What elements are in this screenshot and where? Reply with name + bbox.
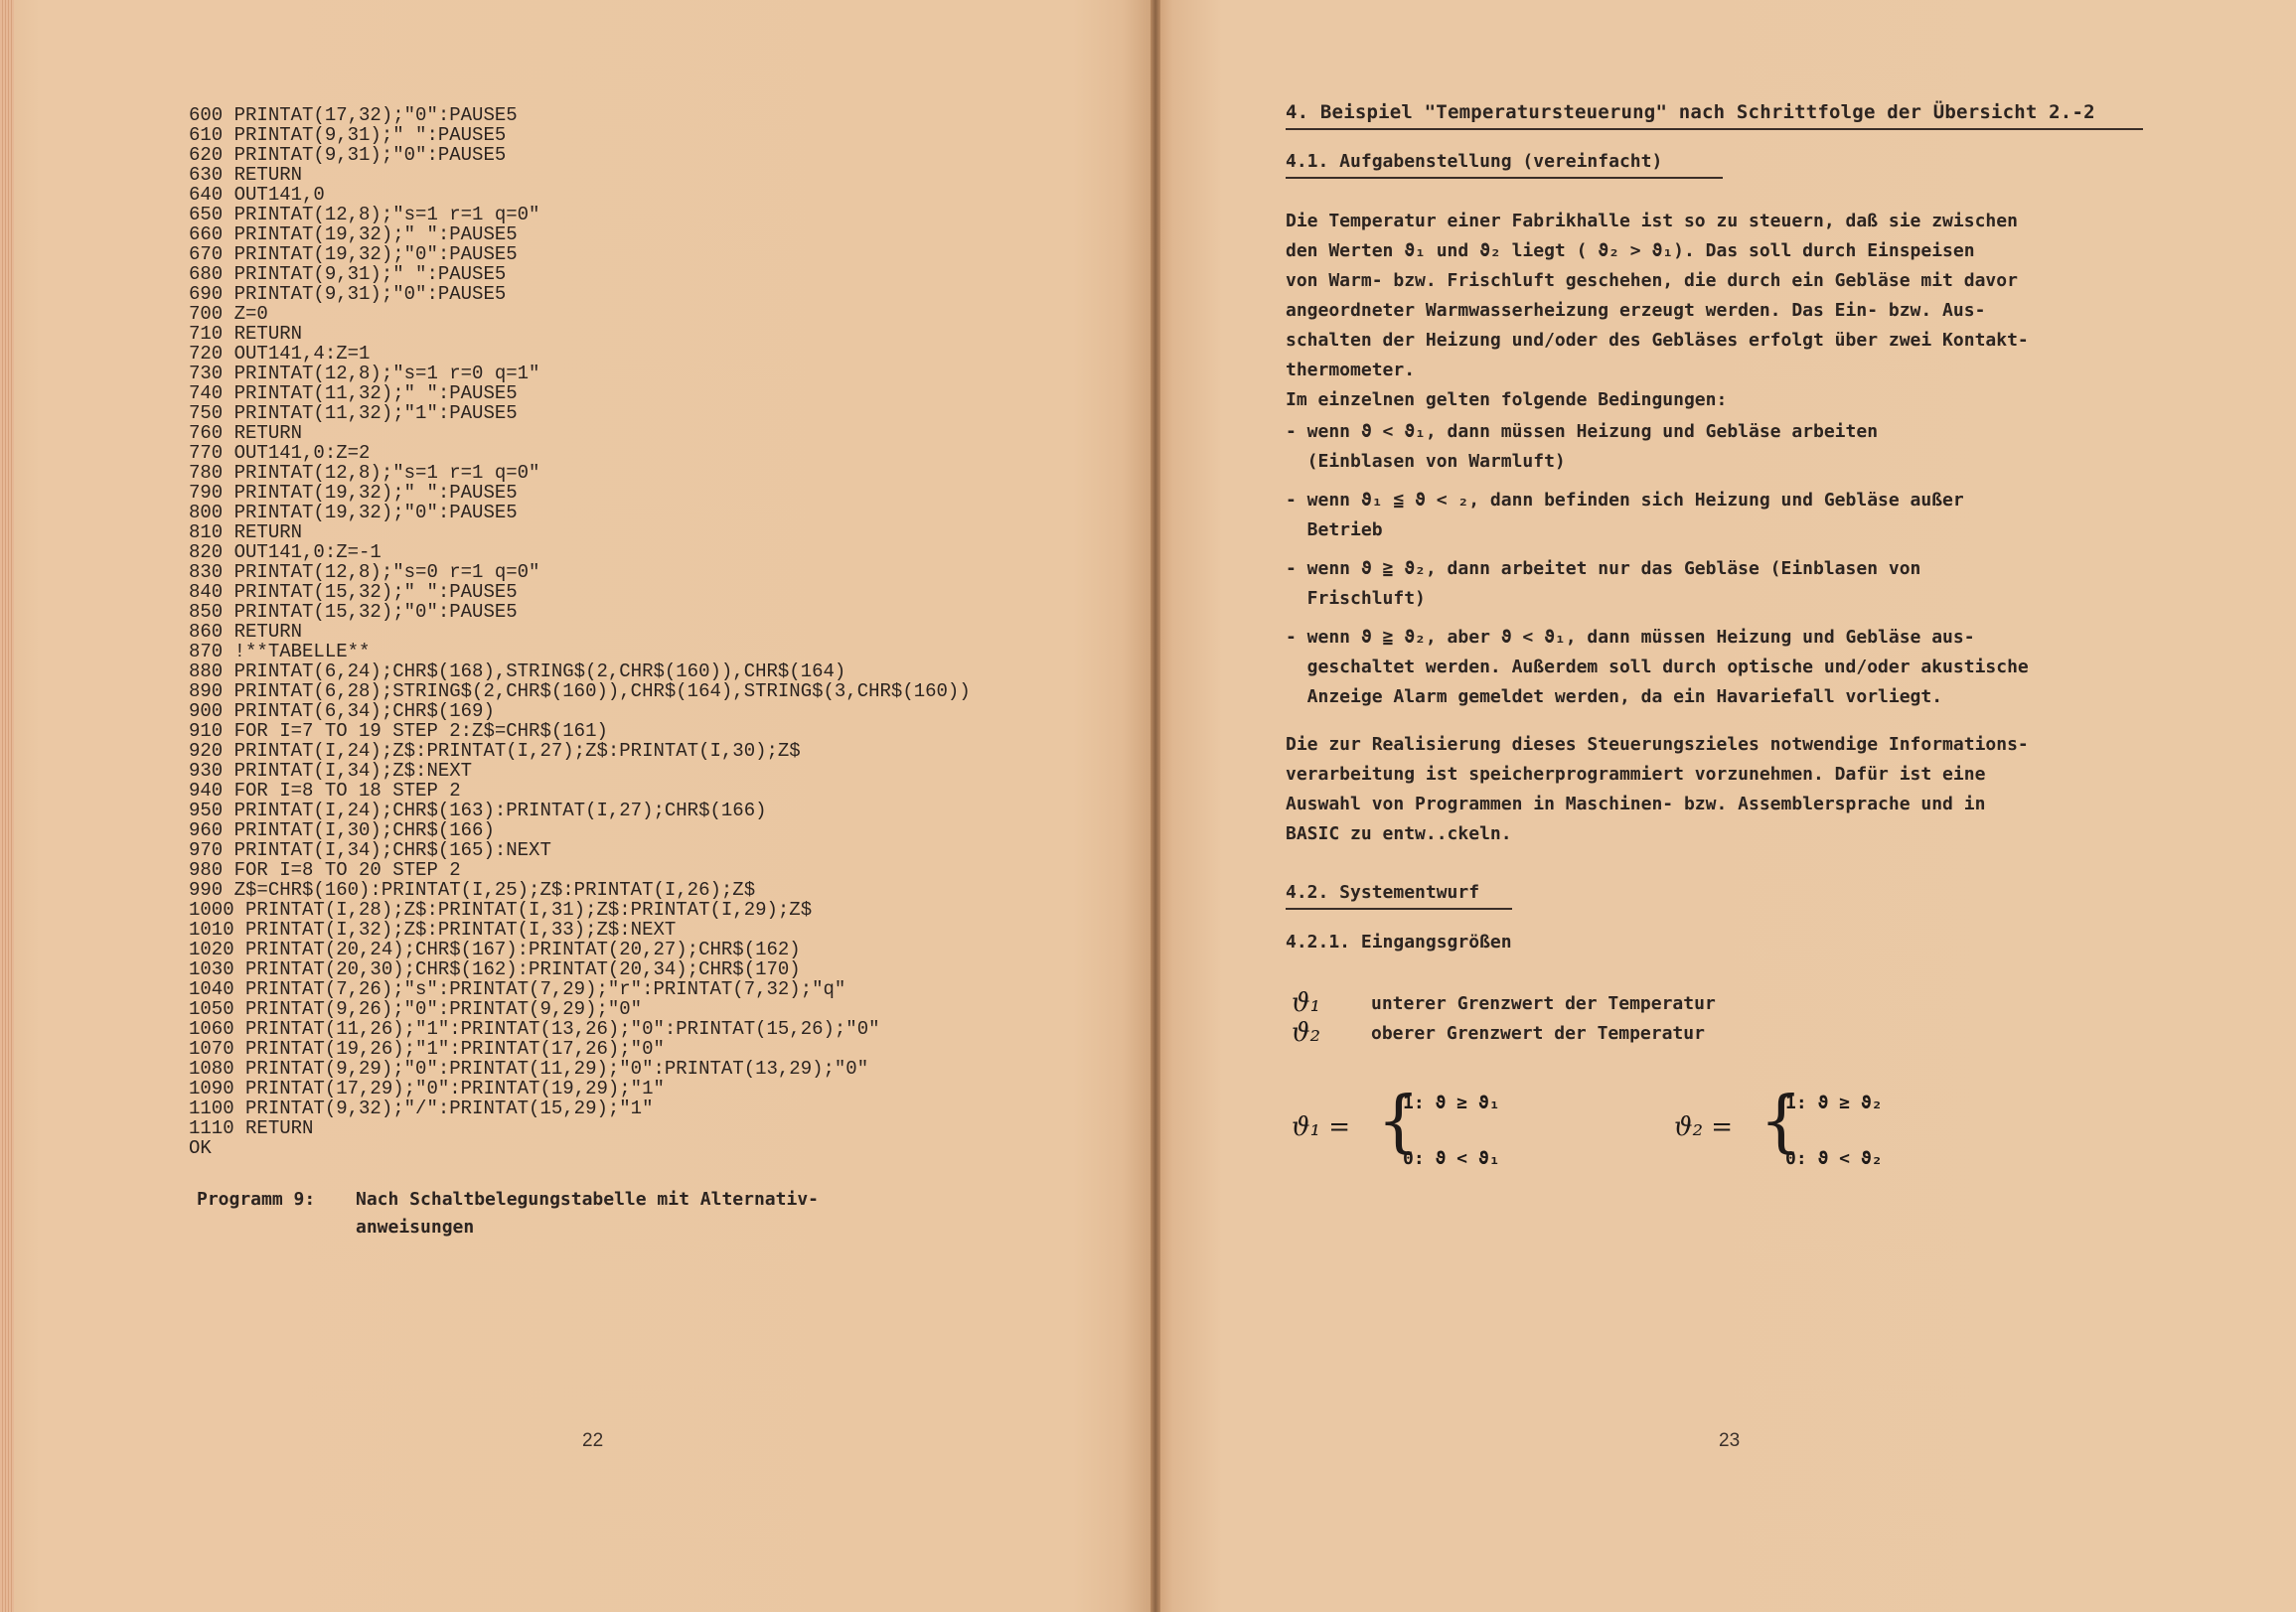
code-line: 650 PRINTAT(12,8);"s=1 r=1 q=0": [189, 204, 540, 225]
input-desc-1: unterer Grenzwert der Temperatur: [1371, 993, 1716, 1014]
code-line: 1050 PRINTAT(9,26);"0":PRINTAT(9,29);"0": [189, 998, 643, 1020]
condition-line: Frischluft): [1286, 588, 1426, 609]
code-line: 600 PRINTAT(17,32);"0":PAUSE5: [189, 104, 518, 126]
formula-1-brace: {: [1377, 1083, 1421, 1161]
condition-item: [1286, 623, 2170, 712]
input-desc-2: oberer Grenzwert der Temperatur: [1371, 1023, 1705, 1044]
text-line: Im einzelnen gelten folgende Bedingungen:: [1286, 389, 1728, 410]
code-line: 820 OUT141,0:Z=-1: [189, 541, 382, 563]
formula-2-brace: {: [1760, 1083, 1803, 1161]
chapter-heading-underline: [1286, 128, 2143, 130]
code-line: 870 !**TABELLE**: [189, 641, 371, 662]
text-line: thermometer.: [1286, 360, 1416, 380]
code-line: 1010 PRINTAT(I,32);Z$:PRINTAT(I,33);Z$:NEXT: [189, 919, 677, 941]
text-line: angeordneter Warmwasserheizung erzeugt werden. Das Ein- bzw. Aus-: [1286, 300, 1986, 321]
code-line: 690 PRINTAT(9,31);"0":PAUSE5: [189, 283, 507, 305]
code-line: 930 PRINTAT(I,34);Z$:NEXT: [189, 760, 473, 782]
text-line: BASIC zu entw..ckeln.: [1286, 823, 1512, 844]
text-line: Auswahl von Programmen in Maschinen- bzw. Assemblersprache und in: [1286, 794, 1986, 814]
code-line: 940 FOR I=8 TO 18 STEP 2: [189, 780, 461, 802]
input-symbol-2: ϑ₂: [1292, 1018, 1321, 1048]
section-heading-4-1-underline: [1286, 177, 1723, 179]
code-line: 760 RETURN: [189, 422, 303, 444]
code-line: OK: [189, 1137, 212, 1159]
basic-code-listing: [189, 105, 971, 1158]
formula-2-case-0: 0: ϑ < ϑ₂: [1785, 1148, 1883, 1169]
book-fold: [1150, 0, 1160, 1612]
code-line: 610 PRINTAT(9,31);" ":PAUSE5: [189, 124, 507, 146]
code-line: 620 PRINTAT(9,31);"0":PAUSE5: [189, 144, 507, 166]
code-line: 810 RETURN: [189, 521, 303, 543]
caption-line-2: anweisungen: [356, 1217, 475, 1238]
conditions-list: [1286, 417, 2170, 721]
condition-line: - wenn ϑ ≧ ϑ₂, dann arbeitet nur das Gebläse (Einblasen von: [1286, 558, 1921, 579]
code-line: 800 PRINTAT(19,32);"0":PAUSE5: [189, 502, 518, 523]
code-line: 630 RETURN: [189, 164, 303, 186]
condition-line: - wenn ϑ₁ ≦ ϑ < ₂, dann befinden sich Heizung und Gebläse außer: [1286, 490, 1964, 511]
code-line: 880 PRINTAT(6,24);CHR$(168),STRING$(2,CHR$(160)),CHR$(164): [189, 660, 846, 682]
code-line: 660 PRINTAT(19,32);" ":PAUSE5: [189, 223, 518, 245]
code-line: 1080 PRINTAT(9,29);"0":PRINTAT(11,29);"0":PRINTAT(13,29);"0": [189, 1058, 869, 1080]
condition-item: [1286, 554, 2170, 614]
text-line: verarbeitung ist speicherprogrammiert vorzunehmen. Dafür ist eine: [1286, 764, 1986, 785]
condition-line: Anzeige Alarm gemeldet werden, da ein Havariefall vorliegt.: [1286, 686, 1943, 707]
code-line: 910 FOR I=7 TO 19 STEP 2:Z$=CHR$(161): [189, 720, 608, 742]
code-line: 730 PRINTAT(12,8);"s=1 r=0 q=1": [189, 363, 540, 384]
code-line: 950 PRINTAT(I,24);CHR$(163):PRINTAT(I,27);CHR$(166): [189, 800, 767, 821]
code-line: 970 PRINTAT(I,34);CHR$(165):NEXT: [189, 839, 551, 861]
code-line: 890 PRINTAT(6,28);STRING$(2,CHR$(160)),CHR$(164),STRING$(3,CHR$(160)): [189, 680, 971, 702]
formula-1-case-0: 0: ϑ < ϑ₁: [1403, 1148, 1500, 1169]
page-number-left: 22: [582, 1430, 604, 1451]
code-line: 1030 PRINTAT(20,30);CHR$(162):PRINTAT(20,34);CHR$(170): [189, 958, 801, 980]
code-line: 980 FOR I=8 TO 20 STEP 2: [189, 859, 461, 881]
code-line: 990 Z$=CHR$(160):PRINTAT(I,25);Z$:PRINTAT(I,26);Z$: [189, 879, 756, 901]
code-line: 900 PRINTAT(6,34);CHR$(169): [189, 700, 495, 722]
formula-1-lhs: ϑ₁ =: [1292, 1112, 1351, 1142]
condition-item: [1286, 486, 2170, 545]
program-caption: [197, 1186, 912, 1242]
code-line: 720 OUT141,4:Z=1: [189, 343, 371, 365]
page-edge-stack: [0, 0, 14, 1612]
section-heading-4-1: 4.1. Aufgabenstellung (vereinfacht): [1286, 151, 1663, 172]
page-number-right: 23: [1719, 1430, 1741, 1451]
text-line: von Warm- bzw. Frischluft geschehen, die durch ein Gebläse mit davor: [1286, 270, 2018, 291]
code-line: 1090 PRINTAT(17,29);"0":PRINTAT(19,29);"1": [189, 1078, 665, 1099]
code-line: 960 PRINTAT(I,30);CHR$(166): [189, 819, 495, 841]
code-line: 830 PRINTAT(12,8);"s=0 r=1 q=0": [189, 561, 540, 583]
code-line: 1060 PRINTAT(11,26);"1":PRINTAT(13,26);"0":PRINTAT(15,26);"0": [189, 1018, 880, 1040]
formula-1-case-1: 1: ϑ ≥ ϑ₁: [1403, 1093, 1500, 1113]
code-line: 850 PRINTAT(15,32);"0":PAUSE5: [189, 601, 518, 623]
code-line: 680 PRINTAT(9,31);" ":PAUSE5: [189, 263, 507, 285]
text-line: schalten der Heizung und/oder des Gebläses erfolgt über zwei Kontakt-: [1286, 330, 2029, 351]
formula-2-lhs: ϑ₂ =: [1674, 1112, 1734, 1142]
condition-line: (Einblasen von Warmluft): [1286, 451, 1566, 472]
code-line: 710 RETURN: [189, 323, 303, 345]
condition-line: - wenn ϑ < ϑ₁, dann müssen Heizung und Gebläse arbeiten: [1286, 421, 1879, 442]
condition-line: - wenn ϑ ≧ ϑ₂, aber ϑ < ϑ₁, dann müssen Heizung und Gebläse aus-: [1286, 627, 1975, 648]
condition-item: [1286, 417, 2170, 477]
code-line: 770 OUT141,0:Z=2: [189, 442, 371, 464]
code-line: 740 PRINTAT(11,32);" ":PAUSE5: [189, 382, 518, 404]
input-symbol-1: ϑ₁: [1292, 988, 1321, 1018]
code-line: 1070 PRINTAT(19,26);"1":PRINTAT(17,26);"0": [189, 1038, 665, 1060]
code-line: 640 OUT141,0: [189, 184, 325, 206]
code-line: 1000 PRINTAT(I,28);Z$:PRINTAT(I,31);Z$:PRINTAT(I,29);Z$: [189, 899, 813, 921]
code-line: 750 PRINTAT(11,32);"1":PAUSE5: [189, 402, 518, 424]
caption-label: Programm 9:: [197, 1189, 316, 1210]
implementation-paragraph: [1286, 730, 2170, 849]
condition-line: Betrieb: [1286, 519, 1383, 540]
subsection-heading-4-2-1: 4.2.1. Eingangsgrößen: [1286, 932, 1512, 953]
code-line: 790 PRINTAT(19,32);" ":PAUSE5: [189, 482, 518, 504]
condition-line: geschaltet werden. Außerdem soll durch optische und/oder akustische: [1286, 657, 2029, 677]
text-line: den Werten ϑ₁ und ϑ₂ liegt ( ϑ₂ > ϑ₁). Das soll durch Einspeisen: [1286, 240, 1975, 261]
code-line: 1040 PRINTAT(7,26);"s":PRINTAT(7,29);"r":PRINTAT(7,32);"q": [189, 978, 846, 1000]
code-line: 670 PRINTAT(19,32);"0":PAUSE5: [189, 243, 518, 265]
code-line: 860 RETURN: [189, 621, 303, 643]
chapter-heading: 4. Beispiel "Temperatursteuerung" nach Schrittfolge der Übersicht 2.-2: [1286, 101, 2095, 123]
code-line: 780 PRINTAT(12,8);"s=1 r=1 q=0": [189, 462, 540, 484]
caption-line-1: Nach Schaltbelegungstabelle mit Alternativ-: [356, 1189, 819, 1210]
code-line: 700 Z=0: [189, 303, 268, 325]
text-line: Die zur Realisierung dieses Steuerungszieles notwendige Informations-: [1286, 734, 2029, 755]
code-line: 1020 PRINTAT(20,24);CHR$(167):PRINTAT(20,27);CHR$(162): [189, 939, 801, 960]
formula-2-case-1: 1: ϑ ≥ ϑ₂: [1785, 1093, 1883, 1113]
task-paragraph: [1286, 207, 2170, 415]
section-heading-4-2: 4.2. Systementwurf: [1286, 882, 1480, 903]
section-heading-4-2-underline: [1286, 908, 1512, 910]
text-line: Die Temperatur einer Fabrikhalle ist so zu steuern, daß sie zwischen: [1286, 211, 2018, 231]
code-line: 1110 RETURN: [189, 1117, 314, 1139]
code-line: 840 PRINTAT(15,32);" ":PAUSE5: [189, 581, 518, 603]
code-line: 1100 PRINTAT(9,32);"/":PRINTAT(15,29);"1": [189, 1098, 654, 1119]
code-line: 920 PRINTAT(I,24);Z$:PRINTAT(I,27);Z$:PRINTAT(I,30);Z$: [189, 740, 801, 762]
